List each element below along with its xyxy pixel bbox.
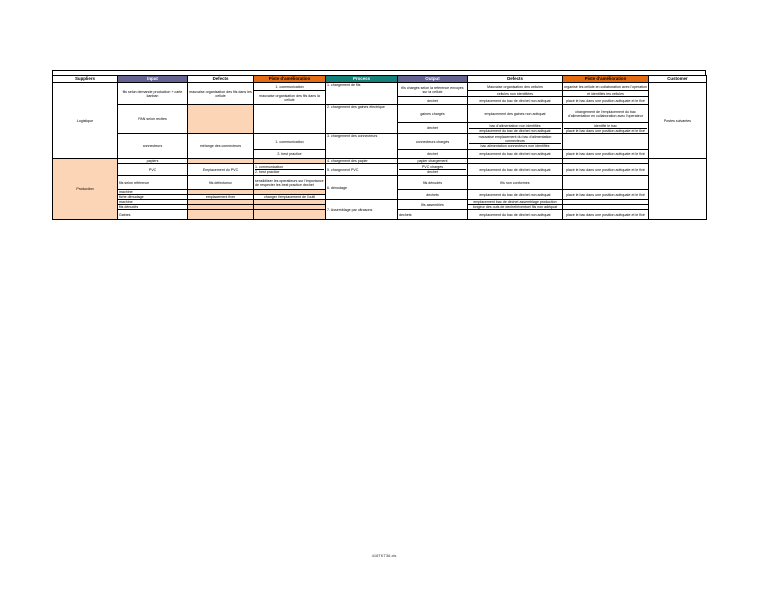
input-cell: fils selon référence <box>118 176 188 190</box>
header-process: Process <box>326 76 398 83</box>
output-defect-cell <box>468 134 563 150</box>
table-row <box>53 134 707 150</box>
input-cell: PAN selon recttes <box>118 105 188 134</box>
customer-postes: Postes suivantes <box>649 83 707 159</box>
process-cell: 4. chargement des papier <box>326 159 398 164</box>
output-defect-cell: emplacement du bac de déchet non adéquat <box>468 190 563 200</box>
table-row <box>53 83 707 91</box>
defect-cell: Emplacement du PVC <box>188 164 254 176</box>
process-cell: 6. dénudage <box>326 176 398 200</box>
output-defect-cell: emplacement du bac de déchet non adéquat <box>468 150 563 159</box>
header-output-defects: Defects <box>468 76 563 83</box>
input-cell: machine <box>118 200 188 205</box>
output-defect-line: emplacement du bac de déchet non adéquat <box>479 128 551 133</box>
input-cell: fiche dénudage <box>118 195 188 200</box>
header-row <box>53 76 707 83</box>
header-output: Output <box>398 76 468 83</box>
defect-cell <box>188 105 254 134</box>
sipoc-sheet <box>52 75 706 220</box>
output-piste-cell <box>563 123 649 134</box>
piste-line: 1. communication <box>255 165 324 170</box>
header-defects: Defects <box>188 76 254 83</box>
output-piste-cell: placé le bac dans une position adéquate et le fixé <box>563 164 649 176</box>
output-piste-cell: placé le bac dans une position adéquate et le fixé <box>563 190 649 200</box>
defect-cell: mauvaise organisation des fils dans les cellule <box>188 83 254 105</box>
input-cell: papiers <box>118 159 188 164</box>
output-cell: dechets <box>398 210 468 220</box>
header-suppliers: Suppliers <box>53 76 118 83</box>
table-row <box>53 164 707 176</box>
process-cell: 3. chargement des connecteurs <box>326 134 398 159</box>
piste-cell: 1. communication <box>254 134 326 150</box>
output-piste-cell <box>563 134 649 150</box>
output-cell: fils assemblés <box>398 200 468 210</box>
process-cell: 2. chargement des gaines électrique <box>326 105 398 134</box>
piste-cell: mauvaise organisation des fils dans la cellule <box>254 91 326 105</box>
output-defect-cell: emplacement du bac de déchet non adéquat <box>468 97 563 105</box>
table-row <box>53 176 707 190</box>
output-defect-cell: Mauvaise organisation des cellules <box>468 83 563 91</box>
piste-cell: 2. best practice <box>254 150 326 159</box>
input-cell: PVC <box>118 164 188 176</box>
process-cell: 5. chargement PVC <box>326 164 398 176</box>
output-piste-line: identifié le bac <box>564 124 647 129</box>
output-piste-cell: placé le bac dans une position adéquate et le fixé <box>563 97 649 105</box>
output-piste-cell: placé le bac dans une position adéquate et le fixé <box>563 210 649 220</box>
output-piste-cell: changement de l'emplacement du bac d'alimentation en collaboration avec l'operateur <box>563 105 649 123</box>
output-defect-cell: cellules non identifiées <box>468 91 563 97</box>
supplier-logistique: Logistique <box>53 83 118 159</box>
output-defect-cell: fils non conformes <box>468 176 563 190</box>
output-piste-cell: organisé les cellule en collaboration avec l'operation <box>564 84 647 89</box>
output-line: PVC chargés <box>399 165 466 170</box>
output-piste-cell: placé le bac dans une position adéquate et le fixé <box>563 150 649 159</box>
output-cell: gaines chargés <box>398 105 468 123</box>
output-defect-line: mauvaise emplacement du bac d'alimentation connecteurs <box>469 135 561 144</box>
output-piste-cell <box>563 176 649 190</box>
header-pistes: Piste d'amélioration <box>254 76 326 83</box>
output-defect-cell <box>468 123 563 134</box>
piste-cell: 1. communication <box>254 83 326 91</box>
output-cell: dechet <box>398 150 468 159</box>
supplier-production: Production <box>53 159 118 220</box>
output-defect-cell: emplacement du bac de déchet non adéquat <box>468 210 563 220</box>
input-cell: fils dénudés <box>118 205 188 210</box>
defect-cell <box>188 210 254 220</box>
defect-cell: mélange des connecteurs <box>188 134 254 159</box>
defect-cell: emplacement fixer <box>188 195 254 200</box>
piste-cell <box>254 164 326 176</box>
output-cell <box>398 164 468 176</box>
output-cell: dechet <box>398 97 468 105</box>
output-defect-cell: emplacement bac de déchet assemblage production <box>468 200 563 205</box>
piste-cell <box>254 105 326 134</box>
header-output-pistes: Piste d'amélioration <box>563 76 649 83</box>
output-piste-line: placé le bac dans une position adéquate et le fixé <box>566 128 645 133</box>
piste-cell: sensibiliser les operatieurs sur l'importance de respecter les best practice dechet <box>254 176 326 190</box>
piste-line: 2. best practice <box>255 170 280 174</box>
process-cell: 7. Assemblage par ultrasons <box>326 200 398 220</box>
input-cell: connecteurs <box>118 134 188 159</box>
footer-filename: 418TKT36.xls <box>371 553 397 558</box>
process-cell: 1. chargement de fils <box>326 83 398 105</box>
defect-cell: fils défectueux <box>188 176 254 190</box>
output-piste-cell: et identifiés les cellules <box>563 91 649 97</box>
output-defect-cell: longeur des outs de dechet/éventuel fils non adéquat <box>468 205 563 210</box>
output-cell: connecteurs chargés <box>398 134 468 150</box>
header-customer: Customer <box>649 76 707 83</box>
output-cell: papier chargement <box>398 159 468 164</box>
piste-cell: changer l'emplacement de l'outil <box>254 195 326 200</box>
piste-cell <box>254 210 326 220</box>
output-defect-cell: emplacement des gaines non adéquat <box>468 105 563 123</box>
output-defect-line: bac d'alimentation non identifiés <box>469 124 561 129</box>
input-cell: Gaines <box>118 210 188 220</box>
output-cell: dechets <box>398 190 468 200</box>
input-cell: fils selon demande production + carte kanban <box>118 83 188 105</box>
output-cell: dechet <box>398 123 468 134</box>
output-defect-cell: emplacement du bac de déchet non adéquat <box>468 164 563 176</box>
table-row <box>53 105 707 123</box>
header-input: Input <box>118 76 188 83</box>
output-cell: fils chargés selon la reference envoyes sur la cellule <box>398 83 468 97</box>
customer-cell <box>649 159 707 220</box>
output-cell: fils dénudés <box>398 176 468 190</box>
input-cell: machine <box>118 190 188 195</box>
output-defect-line: bac alimentation connecteurs non identifiés <box>480 144 550 148</box>
sipoc-table <box>52 75 707 220</box>
output-line: dechet <box>427 170 438 174</box>
